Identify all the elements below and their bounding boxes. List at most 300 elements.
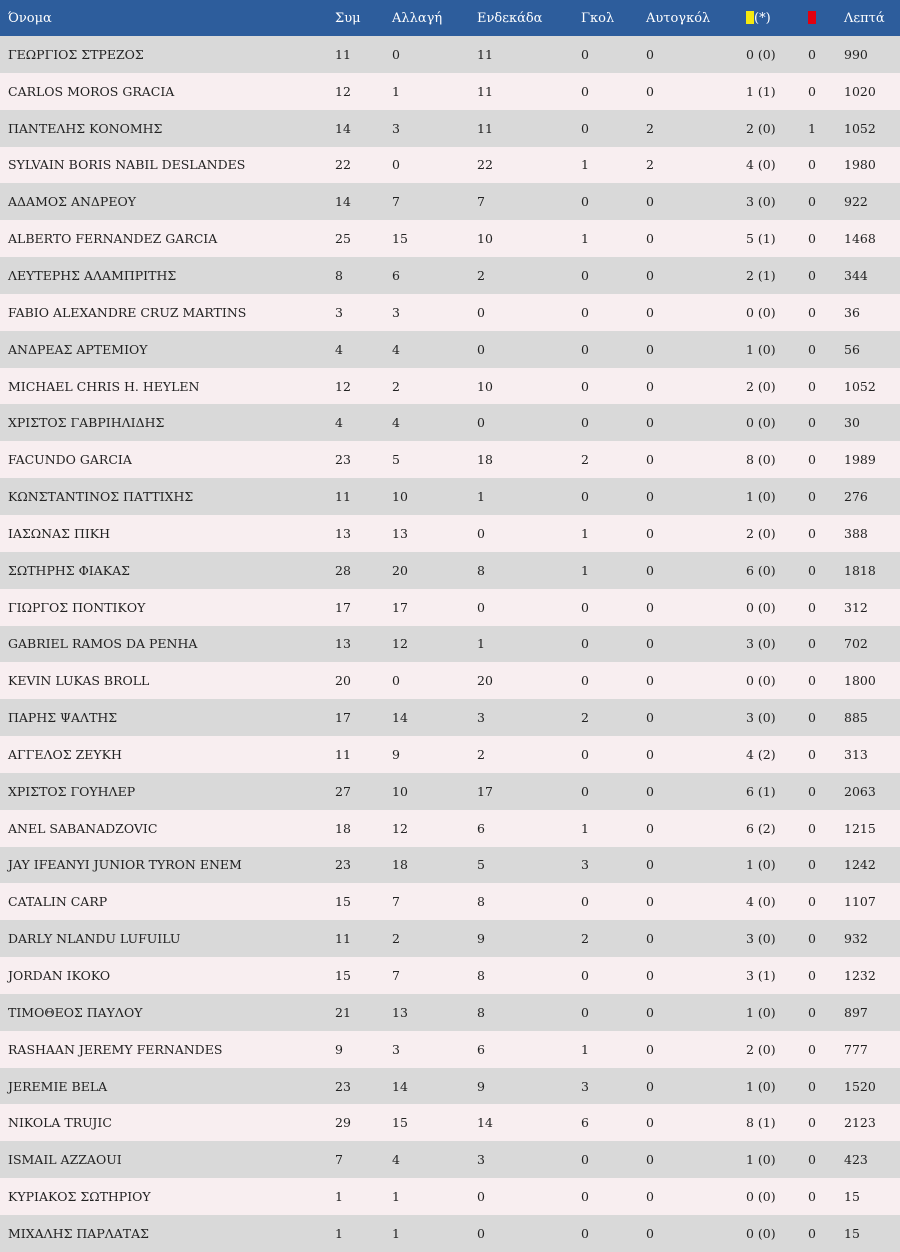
table-row[interactable] <box>0 183 900 220</box>
cell-goals: 0 <box>581 1189 589 1205</box>
cell-apps: 23 <box>335 1078 351 1094</box>
cell-red: 0 <box>808 1004 816 1020</box>
cell-starting: 0 <box>477 415 485 431</box>
cell-yellow: 3 (0) <box>746 194 776 210</box>
table-row[interactable] <box>0 331 900 368</box>
cell-red: 0 <box>808 157 816 173</box>
cell-own-goals: 0 <box>646 1041 654 1057</box>
cell-starting: 9 <box>477 1078 485 1094</box>
cell-sub: 15 <box>392 231 408 247</box>
cell-yellow: 2 (0) <box>746 525 776 541</box>
table-row[interactable] <box>0 736 900 773</box>
cell-apps: 28 <box>335 562 351 578</box>
cell-goals: 2 <box>581 452 589 468</box>
cell-starting: 1 <box>477 636 485 652</box>
cell-red: 0 <box>808 267 816 283</box>
cell-own-goals: 0 <box>646 341 654 357</box>
cell-goals: 0 <box>581 1225 589 1241</box>
cell-yellow: 6 (0) <box>746 562 776 578</box>
cell-starting: 18 <box>477 452 493 468</box>
cell-own-goals: 0 <box>646 783 654 799</box>
player-name[interactable]: ΑΔΑΜΟΣ ΑΝΔΡΕΟΥ <box>8 194 136 210</box>
cell-goals: 0 <box>581 415 589 431</box>
player-name[interactable]: ΜΙΧΑΛΗΣ ΠΑΡΛΑΤΑΣ <box>8 1225 149 1241</box>
cell-goals: 0 <box>581 46 589 62</box>
cell-minutes: 2123 <box>844 1115 876 1131</box>
cell-minutes: 702 <box>844 636 868 652</box>
cell-sub: 14 <box>392 710 408 726</box>
table-row[interactable] <box>0 368 900 405</box>
cell-goals: 0 <box>581 746 589 762</box>
cell-starting: 22 <box>477 157 493 173</box>
player-name[interactable]: MICHAEL CHRIS H. HEYLEN <box>8 378 200 394</box>
col-header-yellow[interactable] <box>746 0 808 36</box>
cell-apps: 13 <box>335 525 351 541</box>
cell-yellow: 2 (0) <box>746 120 776 136</box>
cell-starting: 8 <box>477 562 485 578</box>
cell-yellow: 0 (0) <box>746 673 776 689</box>
table-row[interactable] <box>0 404 900 441</box>
cell-goals: 0 <box>581 599 589 615</box>
cell-apps: 20 <box>335 673 351 689</box>
table-row[interactable] <box>0 515 900 552</box>
cell-yellow: 0 (0) <box>746 1189 776 1205</box>
cell-yellow: 0 (0) <box>746 46 776 62</box>
cell-yellow: 4 (0) <box>746 157 776 173</box>
cell-minutes: 1107 <box>844 894 876 910</box>
cell-starting: 10 <box>477 378 493 394</box>
player-name[interactable]: ΑΝΔΡΕΑΣ ΑΡΤΕΜΙΟΥ <box>8 341 148 357</box>
cell-sub: 3 <box>392 304 400 320</box>
cell-own-goals: 0 <box>646 415 654 431</box>
player-name[interactable]: NIKOLA TRUJIC <box>8 1115 112 1131</box>
cell-own-goals: 0 <box>646 636 654 652</box>
table-row[interactable] <box>0 1141 900 1178</box>
player-name[interactable]: RASHAAN JEREMY FERNANDES <box>8 1041 223 1057</box>
cell-apps: 13 <box>335 636 351 652</box>
cell-goals: 1 <box>581 820 589 836</box>
player-name[interactable]: ΚΩΝΣΤΑΝΤΙΝΟΣ ΠΑΤΤΙΧΗΣ <box>8 489 194 505</box>
cell-yellow: 1 (0) <box>746 1004 776 1020</box>
cell-red: 0 <box>808 1152 816 1168</box>
cell-red: 0 <box>808 489 816 505</box>
cell-starting: 11 <box>477 120 493 136</box>
cell-own-goals: 0 <box>646 746 654 762</box>
cell-goals: 0 <box>581 968 589 984</box>
player-name[interactable]: JAY IFEANYI JUNIOR TYRON ENEM <box>8 857 242 873</box>
cell-sub: 18 <box>392 857 408 873</box>
table-row[interactable] <box>0 773 900 810</box>
cell-minutes: 312 <box>844 599 868 615</box>
cell-goals: 0 <box>581 636 589 652</box>
cell-red: 0 <box>808 783 816 799</box>
cell-starting: 5 <box>477 857 485 873</box>
cell-sub: 13 <box>392 525 408 541</box>
cell-own-goals: 0 <box>646 452 654 468</box>
cell-apps: 3 <box>335 304 343 320</box>
cell-minutes: 2063 <box>844 783 876 799</box>
player-name[interactable]: ΓΕΩΡΓΙΟΣ ΣΤΡΕΖΟΣ <box>8 46 144 62</box>
player-name[interactable]: ΓΙΩΡΓΟΣ ΠΟΝΤΙΚΟΥ <box>8 599 146 615</box>
table-row[interactable] <box>0 1215 900 1252</box>
table-row[interactable] <box>0 552 900 589</box>
player-name[interactable]: ΚΥΡΙΑΚΟΣ ΣΩΤΗΡΙΟΥ <box>8 1189 151 1205</box>
cell-sub: 10 <box>392 783 408 799</box>
cell-starting: 0 <box>477 304 485 320</box>
cell-yellow: 8 (0) <box>746 452 776 468</box>
cell-minutes: 1800 <box>844 673 876 689</box>
cell-sub: 6 <box>392 267 400 283</box>
cell-minutes: 932 <box>844 931 868 947</box>
table-row[interactable] <box>0 662 900 699</box>
table-row[interactable] <box>0 294 900 331</box>
cell-yellow: 0 (0) <box>746 304 776 320</box>
cell-minutes: 1520 <box>844 1078 876 1094</box>
col-header-apps[interactable]: Συμ <box>335 10 361 26</box>
cell-own-goals: 0 <box>646 83 654 99</box>
cell-starting: 0 <box>477 1189 485 1205</box>
cell-minutes: 344 <box>844 267 868 283</box>
table-header <box>0 0 900 36</box>
cell-starting: 9 <box>477 931 485 947</box>
cell-minutes: 15 <box>844 1189 860 1205</box>
cell-sub: 5 <box>392 452 400 468</box>
cell-starting: 20 <box>477 673 493 689</box>
cell-yellow: 3 (0) <box>746 636 776 652</box>
table-row[interactable] <box>0 920 900 957</box>
cell-own-goals: 0 <box>646 857 654 873</box>
table-row[interactable] <box>0 110 900 147</box>
player-name[interactable]: ΠΑΝΤΕΛΗΣ ΚΟΝΟΜΗΣ <box>8 120 163 136</box>
cell-yellow: 5 (1) <box>746 231 776 247</box>
player-name[interactable]: ΧΡΙΣΤΟΣ ΓΟΥΗΛΕΡ <box>8 783 136 799</box>
cell-yellow: 3 (1) <box>746 968 776 984</box>
cell-sub: 1 <box>392 1225 400 1241</box>
cell-yellow: 3 (0) <box>746 931 776 947</box>
table-row[interactable] <box>0 810 900 847</box>
cell-red: 0 <box>808 1189 816 1205</box>
cell-apps: 22 <box>335 157 351 173</box>
cell-apps: 15 <box>335 894 351 910</box>
cell-minutes: 1980 <box>844 157 876 173</box>
table-row[interactable] <box>0 441 900 478</box>
cell-apps: 11 <box>335 489 351 505</box>
cell-minutes: 1242 <box>844 857 876 873</box>
cell-minutes: 423 <box>844 1152 868 1168</box>
cell-apps: 23 <box>335 857 351 873</box>
cell-yellow: 4 (2) <box>746 746 776 762</box>
table-row[interactable] <box>0 994 900 1031</box>
table-row[interactable] <box>0 957 900 994</box>
cell-apps: 17 <box>335 599 351 615</box>
cell-own-goals: 0 <box>646 1189 654 1205</box>
player-name[interactable]: FABIO ALEXANDRE CRUZ MARTINS <box>8 304 247 320</box>
cell-sub: 17 <box>392 599 408 615</box>
table-row[interactable] <box>0 1068 900 1105</box>
cell-sub: 3 <box>392 1041 400 1057</box>
cell-goals: 0 <box>581 783 589 799</box>
table-row[interactable] <box>0 257 900 294</box>
col-header-starting[interactable]: Ενδεκάδα <box>477 10 543 26</box>
table-row[interactable] <box>0 1031 900 1068</box>
cell-apps: 1 <box>335 1189 343 1205</box>
cell-apps: 18 <box>335 820 351 836</box>
cell-starting: 11 <box>477 83 493 99</box>
table-row[interactable] <box>0 36 900 73</box>
cell-minutes: 1020 <box>844 83 876 99</box>
table-row[interactable] <box>0 1104 900 1141</box>
player-name[interactable]: ΤΙΜΟΘΕΟΣ ΠΑΥΛΟΥ <box>8 1004 143 1020</box>
cell-starting: 14 <box>477 1115 493 1131</box>
player-name[interactable]: DARLY NLANDU LUFUILU <box>8 931 181 947</box>
cell-yellow: 8 (1) <box>746 1115 776 1131</box>
player-name[interactable]: ΙΑΣΩΝΑΣ ΠΙΚΗ <box>8 525 111 541</box>
cell-red: 0 <box>808 415 816 431</box>
cell-minutes: 1232 <box>844 968 876 984</box>
player-name[interactable]: ΧΡΙΣΤΟΣ ΓΑΒΡΙΗΛΙΔΗΣ <box>8 415 165 431</box>
cell-starting: 11 <box>477 46 493 62</box>
table-row[interactable] <box>0 1178 900 1215</box>
cell-yellow: 1 (0) <box>746 489 776 505</box>
cell-yellow: 1 (1) <box>746 83 776 99</box>
cell-goals: 1 <box>581 562 589 578</box>
table-row[interactable] <box>0 147 900 184</box>
cell-yellow: 0 (0) <box>746 415 776 431</box>
cell-apps: 12 <box>335 378 351 394</box>
cell-own-goals: 0 <box>646 710 654 726</box>
player-name[interactable]: JEREMIE BELA <box>8 1078 108 1094</box>
player-name[interactable]: CATALIN CARP <box>8 894 108 910</box>
cell-goals: 0 <box>581 1152 589 1168</box>
cell-apps: 9 <box>335 1041 343 1057</box>
table-row[interactable] <box>0 589 900 626</box>
player-name[interactable]: ΑΓΓΕΛΟΣ ΖΕΥΚΗ <box>8 746 122 762</box>
player-name[interactable]: SYLVAIN BORIS NABIL DESLANDES <box>8 157 246 173</box>
cell-apps: 4 <box>335 415 343 431</box>
cell-apps: 29 <box>335 1115 351 1131</box>
table-body <box>0 36 900 1252</box>
col-header-red[interactable] <box>808 0 844 36</box>
cell-minutes: 36 <box>844 304 860 320</box>
cell-yellow: 0 (0) <box>746 599 776 615</box>
cell-sub: 0 <box>392 157 400 173</box>
cell-sub: 4 <box>392 1152 400 1168</box>
cell-yellow: 1 (0) <box>746 857 776 873</box>
cell-goals: 0 <box>581 194 589 210</box>
cell-starting: 0 <box>477 525 485 541</box>
cell-goals: 0 <box>581 489 589 505</box>
player-name[interactable]: FACUNDO GARCIA <box>8 452 132 468</box>
col-header-sub[interactable]: Αλλαγή <box>392 10 443 26</box>
cell-yellow: 2 (0) <box>746 1041 776 1057</box>
cell-own-goals: 0 <box>646 562 654 578</box>
cell-starting: 0 <box>477 1225 485 1241</box>
cell-goals: 6 <box>581 1115 589 1131</box>
cell-yellow: 2 (0) <box>746 378 776 394</box>
cell-starting: 2 <box>477 267 485 283</box>
cell-starting: 17 <box>477 783 493 799</box>
cell-sub: 15 <box>392 1115 408 1131</box>
player-name[interactable]: ANEL SABANADZOVIC <box>8 820 158 836</box>
col-header-goals[interactable]: Γκολ <box>581 10 615 26</box>
player-name[interactable]: ISMAIL AZZAOUI <box>8 1152 122 1168</box>
cell-yellow: 6 (1) <box>746 783 776 799</box>
cell-sub: 7 <box>392 194 400 210</box>
cell-red: 0 <box>808 562 816 578</box>
player-name[interactable]: ΣΩΤΗΡΗΣ ΦΙΑΚΑΣ <box>8 562 130 578</box>
cell-goals: 0 <box>581 341 589 357</box>
cell-yellow: 1 (0) <box>746 1078 776 1094</box>
cell-own-goals: 2 <box>646 120 654 136</box>
col-header-name[interactable]: Όνομα <box>8 10 52 26</box>
player-name[interactable]: JORDAN IKOKO <box>8 968 111 984</box>
cell-goals: 0 <box>581 304 589 320</box>
cell-minutes: 1818 <box>844 562 876 578</box>
table-row[interactable] <box>0 847 900 884</box>
cell-yellow: 1 (0) <box>746 341 776 357</box>
cell-red: 0 <box>808 1115 816 1131</box>
cell-goals: 1 <box>581 231 589 247</box>
red-card-icon <box>808 11 816 24</box>
cell-sub: 7 <box>392 968 400 984</box>
cell-starting: 3 <box>477 1152 485 1168</box>
cell-own-goals: 0 <box>646 1152 654 1168</box>
cell-starting: 2 <box>477 746 485 762</box>
cell-minutes: 922 <box>844 194 868 210</box>
table-row[interactable] <box>0 699 900 736</box>
cell-apps: 23 <box>335 452 351 468</box>
cell-red: 0 <box>808 1225 816 1241</box>
cell-starting: 0 <box>477 599 485 615</box>
player-name[interactable]: ΠΑΡΗΣ ΨΑΛΤΗΣ <box>8 710 118 726</box>
player-name[interactable]: CARLOS MOROS GRACIA <box>8 83 175 99</box>
cell-apps: 11 <box>335 46 351 62</box>
cell-minutes: 1215 <box>844 820 876 836</box>
cell-minutes: 885 <box>844 710 868 726</box>
cell-goals: 0 <box>581 894 589 910</box>
cell-goals: 2 <box>581 931 589 947</box>
cell-own-goals: 0 <box>646 1115 654 1131</box>
cell-sub: 2 <box>392 931 400 947</box>
cell-sub: 14 <box>392 1078 408 1094</box>
player-name[interactable]: ALBERTO FERNANDEZ GARCIA <box>8 231 218 247</box>
cell-apps: 25 <box>335 231 351 247</box>
yellow-header-suffix: (*) <box>754 10 771 26</box>
cell-red: 0 <box>808 1078 816 1094</box>
cell-starting: 6 <box>477 820 485 836</box>
cell-own-goals: 0 <box>646 489 654 505</box>
cell-sub: 2 <box>392 378 400 394</box>
cell-yellow: 2 (1) <box>746 267 776 283</box>
cell-red: 0 <box>808 378 816 394</box>
cell-sub: 13 <box>392 1004 408 1020</box>
cell-starting: 7 <box>477 194 485 210</box>
cell-red: 0 <box>808 636 816 652</box>
cell-minutes: 15 <box>844 1225 860 1241</box>
cell-own-goals: 0 <box>646 231 654 247</box>
cell-red: 0 <box>808 599 816 615</box>
player-name[interactable]: KEVIN LUKAS BROLL <box>8 673 150 689</box>
player-name[interactable]: ΛΕΥΤΕΡΗΣ ΑΛΑΜΠΡΙΤΗΣ <box>8 267 177 283</box>
cell-starting: 3 <box>477 710 485 726</box>
cell-minutes: 388 <box>844 525 868 541</box>
cell-red: 0 <box>808 746 816 762</box>
table-row[interactable] <box>0 478 900 515</box>
cell-red: 0 <box>808 231 816 247</box>
col-header-own-goals[interactable]: Αυτογκόλ <box>646 10 711 26</box>
cell-own-goals: 0 <box>646 931 654 947</box>
cell-own-goals: 0 <box>646 46 654 62</box>
cell-minutes: 1052 <box>844 120 876 136</box>
cell-goals: 1 <box>581 157 589 173</box>
cell-goals: 2 <box>581 710 589 726</box>
cell-goals: 0 <box>581 267 589 283</box>
cell-sub: 0 <box>392 673 400 689</box>
cell-red: 0 <box>808 341 816 357</box>
cell-sub: 1 <box>392 1189 400 1205</box>
cell-minutes: 1989 <box>844 452 876 468</box>
cell-goals: 0 <box>581 120 589 136</box>
cell-apps: 1 <box>335 1225 343 1241</box>
cell-own-goals: 0 <box>646 894 654 910</box>
cell-apps: 21 <box>335 1004 351 1020</box>
cell-own-goals: 0 <box>646 673 654 689</box>
cell-sub: 10 <box>392 489 408 505</box>
cell-sub: 0 <box>392 46 400 62</box>
cell-starting: 0 <box>477 341 485 357</box>
cell-minutes: 276 <box>844 489 868 505</box>
cell-red: 0 <box>808 304 816 320</box>
cell-minutes: 56 <box>844 341 860 357</box>
cell-own-goals: 0 <box>646 378 654 394</box>
cell-goals: 0 <box>581 83 589 99</box>
cell-sub: 3 <box>392 120 400 136</box>
cell-starting: 8 <box>477 1004 485 1020</box>
cell-sub: 12 <box>392 636 408 652</box>
cell-minutes: 313 <box>844 746 868 762</box>
cell-red: 0 <box>808 857 816 873</box>
cell-own-goals: 0 <box>646 599 654 615</box>
cell-apps: 7 <box>335 1152 343 1168</box>
cell-sub: 20 <box>392 562 408 578</box>
cell-starting: 10 <box>477 231 493 247</box>
cell-goals: 1 <box>581 1041 589 1057</box>
table-row[interactable] <box>0 73 900 110</box>
cell-apps: 14 <box>335 194 351 210</box>
cell-red: 0 <box>808 452 816 468</box>
table-row[interactable] <box>0 626 900 663</box>
cell-red: 0 <box>808 820 816 836</box>
col-header-minutes[interactable]: Λεπτά <box>844 10 885 26</box>
cell-minutes: 1052 <box>844 378 876 394</box>
table-row[interactable] <box>0 883 900 920</box>
cell-minutes: 1468 <box>844 231 876 247</box>
cell-own-goals: 0 <box>646 1225 654 1241</box>
cell-red: 0 <box>808 46 816 62</box>
cell-own-goals: 0 <box>646 1078 654 1094</box>
cell-apps: 14 <box>335 120 351 136</box>
yellow-card-icon <box>746 11 754 24</box>
cell-yellow: 6 (2) <box>746 820 776 836</box>
cell-own-goals: 2 <box>646 157 654 173</box>
table-row[interactable] <box>0 220 900 257</box>
player-name[interactable]: GABRIEL RAMOS DA PENHA <box>8 636 198 652</box>
cell-red: 0 <box>808 194 816 210</box>
cell-goals: 3 <box>581 1078 589 1094</box>
cell-minutes: 990 <box>844 46 868 62</box>
cell-goals: 0 <box>581 1004 589 1020</box>
cell-yellow: 4 (0) <box>746 894 776 910</box>
